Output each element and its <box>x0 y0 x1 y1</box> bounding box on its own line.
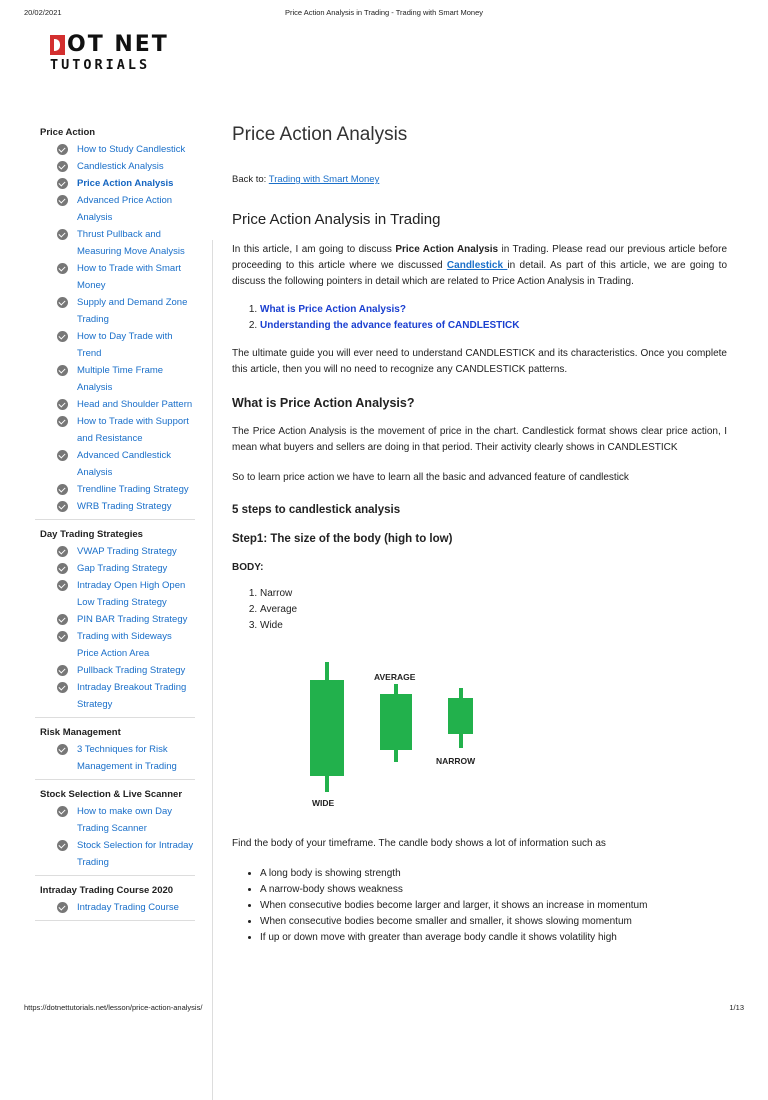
sidebar-item-label[interactable]: Stock Selection for Intraday Trading <box>77 840 194 868</box>
sidebar-item-label[interactable]: How to Trade with Support and Resistance <box>77 416 189 444</box>
find-paragraph: Find the body of your timeframe. The candle body shows a lot of information such as <box>232 838 606 849</box>
breadcrumb <box>232 174 727 185</box>
sidebar-item[interactable] <box>40 628 195 662</box>
check-circle-icon <box>57 263 68 274</box>
sidebar-item-label[interactable]: Advanced Price Action Analysis <box>77 195 173 223</box>
wide-label: WIDE <box>312 798 335 808</box>
list-item: • If up or down move with greater than average body candle it shows volatility high <box>260 930 727 946</box>
page-title: Price Action Analysis <box>232 124 408 145</box>
check-circle-icon <box>57 682 68 693</box>
intro-bold: Price Action Analysis <box>395 244 499 255</box>
sidebar-item[interactable] <box>40 260 195 294</box>
sidebar-item[interactable] <box>40 396 195 413</box>
sidebar-item-label[interactable]: Trading with Sideways Price Action Area <box>77 631 172 659</box>
sidebar-section <box>35 780 195 876</box>
intro-paragraph: In this article, I am going to discuss Price Action Analysis in Trading. Please read our previous article before proceeding to this article where we discussed Candlestick in detail. As part of this article, we are going to discuss the following pointers in detail which are related to Price Action Analysis in Trading. <box>232 244 728 287</box>
sidebar-item[interactable] <box>40 543 195 560</box>
sidebar-item-label[interactable]: Intraday Trading Course <box>77 902 179 913</box>
section-heading-what-is: What is Price Action Analysis? <box>232 396 415 410</box>
sidebar-section <box>35 876 195 921</box>
sidebar-section-title: Price Action <box>40 127 96 138</box>
check-circle-icon <box>57 161 68 172</box>
guide-paragraph: The ultimate guide you will ever need to understand CANDLESTICK and its characteristics. Once you complete this article, then you will no need to recognize any CANDLESTICK patterns. <box>232 348 727 375</box>
print-page-number: 1/13 <box>729 1003 744 1012</box>
list-item: 1. Narrow <box>260 586 727 602</box>
average-label: AVERAGE <box>374 672 416 682</box>
main-content <box>232 118 727 946</box>
learn-paragraph: So to learn price action we have to learn all the basic and advanced feature of candlestick <box>232 472 629 483</box>
check-circle-icon <box>57 744 68 755</box>
print-title: Price Action Analysis in Trading - Trading with Smart Money <box>284 8 483 17</box>
body-info-list <box>232 866 727 946</box>
section-heading-steps: 5 steps to candlestick analysis <box>232 504 401 516</box>
sidebar-item-label[interactable]: How to Day Trade with Trend <box>77 331 173 359</box>
sidebar <box>35 118 195 921</box>
check-circle-icon <box>57 501 68 512</box>
sidebar-item-label[interactable]: Intraday Breakout Trading Strategy <box>77 682 187 710</box>
list-item: • A narrow-body shows weakness <box>260 882 727 898</box>
check-circle-icon <box>57 195 68 206</box>
check-circle-icon <box>57 631 68 642</box>
sidebar-item[interactable] <box>40 175 195 192</box>
sidebar-item[interactable] <box>40 226 195 260</box>
sidebar-item[interactable] <box>40 837 195 871</box>
back-link[interactable]: Trading with Smart Money <box>268 174 380 185</box>
list-item: 3. Wide <box>260 618 727 634</box>
narrow-candle-body <box>448 698 473 734</box>
toc-link-advance-features[interactable]: Understanding the advance features of CANDLESTICK <box>260 320 520 331</box>
check-circle-icon <box>57 331 68 342</box>
check-circle-icon <box>57 178 68 189</box>
sidebar-section-title: Stock Selection & Live Scanner <box>40 789 183 800</box>
sidebar-item[interactable] <box>40 192 195 226</box>
sidebar-section-title: Risk Management <box>40 727 121 738</box>
sidebar-item[interactable] <box>40 294 195 328</box>
sidebar-item[interactable] <box>40 447 195 481</box>
sidebar-section <box>35 718 195 780</box>
logo-line-1: OT NET <box>50 34 169 56</box>
sidebar-item[interactable] <box>40 803 195 837</box>
sidebar-item-label[interactable]: Trendline Trading Strategy <box>77 484 189 495</box>
sidebar-item-label[interactable]: PIN BAR Trading Strategy <box>77 614 188 625</box>
check-circle-icon <box>57 450 68 461</box>
wide-candle-body <box>310 680 344 776</box>
sidebar-item-label[interactable]: Head and Shoulder Pattern <box>77 399 193 410</box>
sidebar-item-label[interactable]: Candlestick Analysis <box>77 161 164 172</box>
check-circle-icon <box>57 546 68 557</box>
sidebar-item-label[interactable]: Gap Trading Strategy <box>77 563 168 574</box>
narrow-label: NARROW <box>436 756 476 766</box>
sidebar-item-label[interactable]: WRB Trading Strategy <box>77 501 172 512</box>
sidebar-item-label[interactable]: Multiple Time Frame Analysis <box>77 365 164 393</box>
average-candle-body <box>380 694 412 750</box>
candlestick-link[interactable]: Candlestick <box>446 260 508 271</box>
check-circle-icon <box>57 902 68 913</box>
sidebar-item[interactable] <box>40 577 195 611</box>
what-paragraph: The Price Action Analysis is the movement of price in the chart. Candlestick format shows clear price action, I mean what buyers and sellers are doing in that period. Their activity clearly shows in CANDLESTICK <box>232 426 727 453</box>
check-circle-icon <box>57 416 68 427</box>
list-item: • When consecutive bodies become smaller and smaller, it shows slowing momentum <box>260 914 727 930</box>
sidebar-item[interactable] <box>40 481 195 498</box>
toc-item <box>260 302 727 318</box>
sidebar-item[interactable] <box>40 899 195 916</box>
sidebar-item[interactable] <box>40 362 195 396</box>
print-date: 20/02/2021 <box>24 8 62 17</box>
sidebar-item-label[interactable]: VWAP Trading Strategy <box>77 546 177 557</box>
back-label: Back to: <box>232 174 267 185</box>
sidebar-item[interactable] <box>40 328 195 362</box>
print-url: https://dotnettutorials.net/lesson/price-action-analysis/ <box>24 1003 203 1012</box>
list-item: • When consecutive bodies become larger and larger, it shows an increase in momentum <box>260 898 727 914</box>
sidebar-item-label[interactable]: How to make own Day Trading Scanner <box>77 806 173 834</box>
sidebar-item[interactable] <box>40 158 195 175</box>
logo-d-mark <box>50 35 65 55</box>
sidebar-item[interactable] <box>40 413 195 447</box>
list-item: • A long body is showing strength <box>260 866 727 882</box>
body-size-list <box>232 586 727 634</box>
check-circle-icon <box>57 229 68 240</box>
list-item: 2. Average <box>260 602 727 618</box>
check-circle-icon <box>57 665 68 676</box>
check-circle-icon <box>57 365 68 376</box>
sidebar-item-label[interactable]: How to Trade with Smart Money <box>77 263 182 291</box>
article-heading: Price Action Analysis in Trading <box>232 211 441 228</box>
sidebar-section <box>35 118 195 520</box>
sidebar-divider <box>212 240 213 1100</box>
sidebar-item-label[interactable]: Advanced Candlestick Analysis <box>77 450 171 478</box>
sidebar-item-label[interactable]: 3 Techniques for Risk Management in Trading <box>77 744 177 772</box>
check-circle-icon <box>57 399 68 410</box>
sidebar-item[interactable] <box>40 498 195 515</box>
toc-item <box>260 318 727 334</box>
sidebar-item-label[interactable]: Thrust Pullback and Measuring Move Analysis <box>77 229 185 257</box>
check-circle-icon <box>57 563 68 574</box>
sidebar-section-title: Intraday Trading Course 2020 <box>40 885 174 896</box>
sidebar-item[interactable] <box>40 662 195 679</box>
sidebar-item[interactable] <box>40 560 195 577</box>
section-heading-step1: Step1: The size of the body (high to low) <box>232 533 453 545</box>
body-label: BODY: <box>232 562 264 573</box>
sidebar-section <box>35 520 195 718</box>
site-logo[interactable] <box>50 34 169 73</box>
sidebar-item-label[interactable]: Price Action Analysis <box>77 178 174 189</box>
sidebar-item-label[interactable]: Supply and Demand Zone Trading <box>77 297 188 325</box>
check-circle-icon <box>57 614 68 625</box>
sidebar-item-label[interactable]: Pullback Trading Strategy <box>77 665 186 676</box>
toc-link-what-is[interactable]: What is Price Action Analysis? <box>260 304 406 315</box>
check-circle-icon <box>57 297 68 308</box>
sidebar-section-title: Day Trading Strategies <box>40 529 143 540</box>
check-circle-icon <box>57 144 68 155</box>
sidebar-item-label[interactable]: How to Study Candlestick <box>77 144 186 155</box>
candlestick-diagram <box>290 648 590 808</box>
check-circle-icon <box>57 484 68 495</box>
sidebar-item[interactable] <box>40 611 195 628</box>
sidebar-item[interactable] <box>40 741 195 775</box>
check-circle-icon <box>57 580 68 591</box>
sidebar-item[interactable] <box>40 141 195 158</box>
check-circle-icon <box>57 840 68 851</box>
check-circle-icon <box>57 806 68 817</box>
table-of-contents <box>232 302 727 334</box>
logo-line-2: TUTORIALS <box>50 57 151 73</box>
sidebar-item-label[interactable]: Intraday Open High Open Low Trading Strategy <box>77 580 186 608</box>
sidebar-item[interactable] <box>40 679 195 713</box>
